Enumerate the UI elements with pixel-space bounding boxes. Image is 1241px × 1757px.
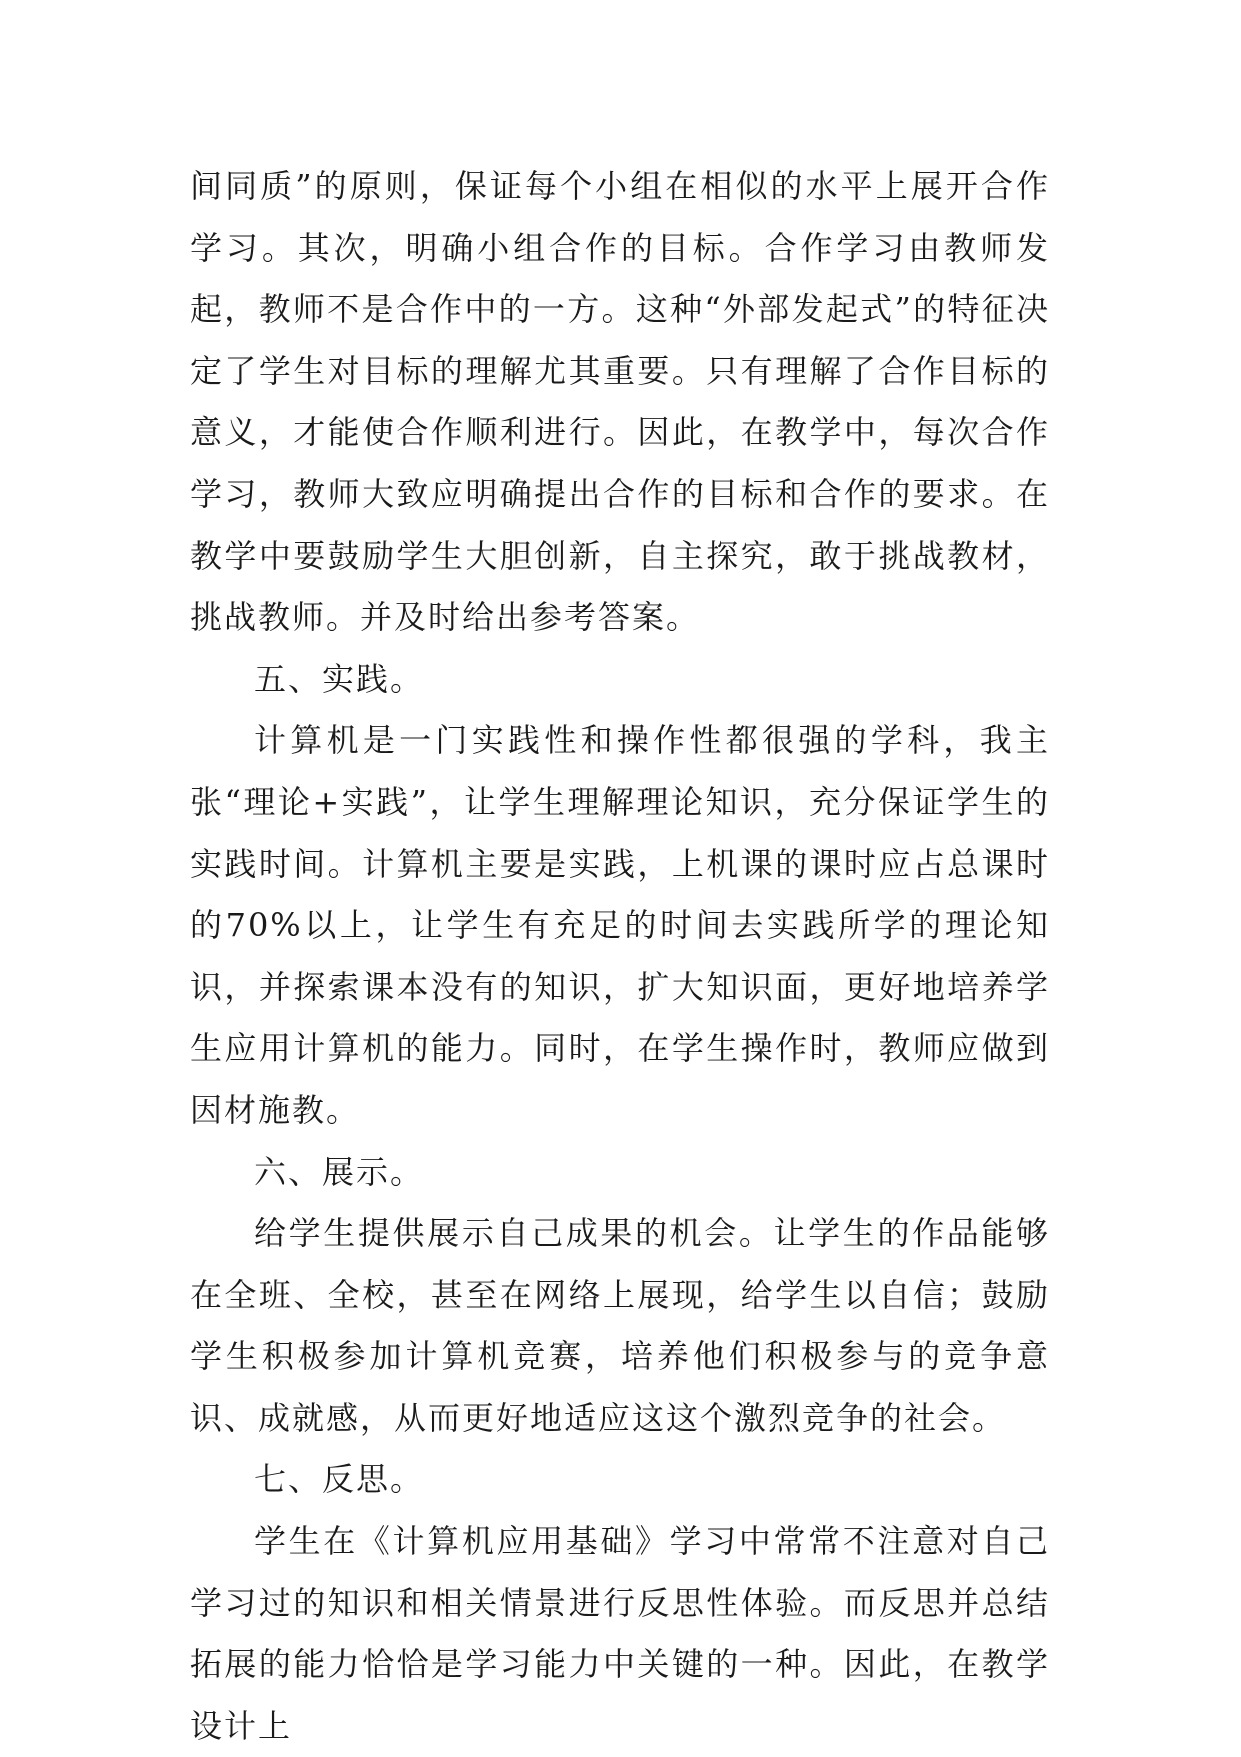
paragraph-group-cooperation: 间同质”的原则，保证每个小组在相似的水平上展开合作学习。其次，明确小组合作的目标。合作学习由教师发起，教师不是合作中的一方。这种“外部发起式”的特征决定了学生对目标的理解尤其重要。只有理解了合作目标的意义，才能使合作顺利进行。因此，在教学中，每次合作学习，教师大致应明确提出合作的目标和合作的要求。在教学中要鼓励学生大胆创新，自主探究，敢于挑战教材，挑战教师。并及时给出参考答案。 (190, 167, 1050, 637)
section-heading-reflection: 七、反思。 (254, 1460, 425, 1499)
paragraph-reflection: 学生在《计算机应用基础》学习中常常不注意对自己学习过的知识和相关情景进行反思性体验。而反思并总结拓展的能力恰恰是学习能力中关键的一种。因此，在教学设计上 (190, 1522, 1050, 1745)
document-body (190, 156, 1050, 1757)
section-heading-display: 六、展示。 (254, 1152, 425, 1191)
paragraph-practice: 计算机是一门实践性和操作性都很强的学科，我主张“理论+实践”，让学生理解理论知识，充分保证学生的实践时间。计算机主要是实践，上机课的课时应占总课时的70%以上，让学生有充足的时间去实践所学的理论知识，并探索课本没有的知识，扩大知识面，更好地培养学生应用计算机的能力。同时，在学生操作时，教师应做到因材施教。 (190, 721, 1050, 1129)
section-heading-practice: 五、实践。 (254, 659, 425, 698)
paragraph-display: 给学生提供展示自己成果的机会。让学生的作品能够在全班、全校，甚至在网络上展现，给学生以自信；鼓励学生积极参加计算机竞赛，培养他们积极参与的竞争意识、成就感，从而更好地适应这这个激烈竞争的社会。 (190, 1214, 1050, 1437)
